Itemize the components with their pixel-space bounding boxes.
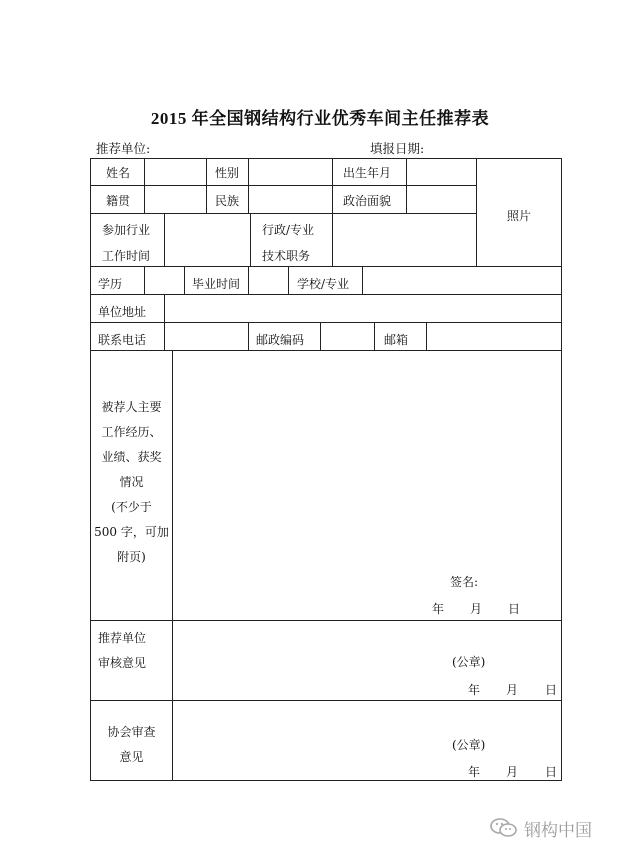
work-address-input[interactable] (165, 295, 561, 321)
email-input[interactable] (427, 323, 561, 349)
association-review-textarea[interactable] (173, 701, 561, 779)
education-input[interactable] (145, 267, 183, 293)
border-bottom (90, 780, 562, 781)
watermark-text: 钢构中国 (524, 820, 592, 841)
photo-label: 照片 (507, 209, 532, 223)
industry-time-input[interactable] (165, 214, 249, 266)
unit-review-day-label: 日 (545, 683, 558, 697)
ethnicity-input[interactable] (249, 186, 331, 212)
unit-review-month-label: 月 (506, 683, 519, 697)
experience-month-label: 月 (470, 602, 483, 616)
association-review-month-label: 月 (506, 765, 519, 779)
postcode-input[interactable] (321, 323, 373, 349)
col-line (184, 266, 185, 294)
school-major-label: 学校/专业 (297, 277, 350, 291)
recommendation-form (90, 158, 562, 780)
col-line (206, 158, 207, 213)
name-label: 姓名 (106, 166, 131, 180)
col-line (374, 322, 375, 350)
unit-review-textarea[interactable] (173, 621, 561, 699)
col-line (250, 213, 251, 266)
native-place-label: 籍贯 (106, 194, 131, 208)
grad-time-input[interactable] (249, 267, 287, 293)
grad-time-label: 毕业时间 (192, 277, 241, 291)
recommend-unit-label: 推荐单位: (96, 141, 151, 156)
work-address-label: 单位地址 (98, 305, 147, 319)
gender-input[interactable] (249, 159, 331, 185)
association-review-day-label: 日 (545, 765, 558, 779)
watermark (490, 813, 630, 843)
email-label: 邮箱 (384, 333, 409, 347)
unit-review-year-label: 年 (468, 683, 481, 697)
job-title-input[interactable] (333, 214, 475, 266)
association-review-year-label: 年 (468, 765, 481, 779)
phone-label: 联系电话 (98, 333, 147, 347)
fill-date-label: 填报日期: (370, 141, 425, 156)
job-title-label: 行政/专业 技术职务 (262, 223, 315, 263)
photo-box[interactable] (477, 159, 561, 266)
experience-label: 被荐人主要 工作经历、 业绩、获奖 情况 (不少于 500 字，可加 附页) (94, 400, 169, 564)
gender-label: 性别 (215, 166, 240, 180)
unit-review-label: 推荐单位 审核意见 (98, 631, 147, 670)
association-review-label: 协会审查 意见 (107, 725, 156, 764)
experience-year-label: 年 (432, 602, 445, 616)
birth-input[interactable] (407, 159, 475, 185)
page-title: 2015 年全国钢结构行业优秀车间主任推荐表 (150, 109, 490, 128)
birth-label: 出生年月 (343, 166, 392, 180)
name-input[interactable] (145, 159, 205, 185)
industry-time-label: 参加行业 工作时间 (102, 223, 151, 263)
unit-review-seal-label: (公章) (452, 655, 486, 669)
col-line (288, 266, 289, 294)
phone-input[interactable] (165, 323, 247, 349)
native-place-input[interactable] (145, 186, 205, 212)
col-line (248, 322, 249, 350)
education-label: 学历 (98, 277, 123, 291)
political-status-input[interactable] (407, 186, 475, 212)
association-review-seal-label: (公章) (452, 738, 486, 752)
signature-label: 签名: (450, 575, 479, 589)
school-major-input[interactable] (363, 267, 561, 293)
political-status-label: 政治面貌 (343, 194, 392, 208)
col-line (332, 158, 333, 213)
postcode-label: 邮政编码 (256, 333, 305, 347)
wechat-logo-icon (490, 817, 518, 839)
ethnicity-label: 民族 (215, 194, 240, 208)
experience-textarea[interactable] (173, 351, 561, 619)
border-right (561, 158, 562, 780)
experience-day-label: 日 (508, 602, 521, 616)
